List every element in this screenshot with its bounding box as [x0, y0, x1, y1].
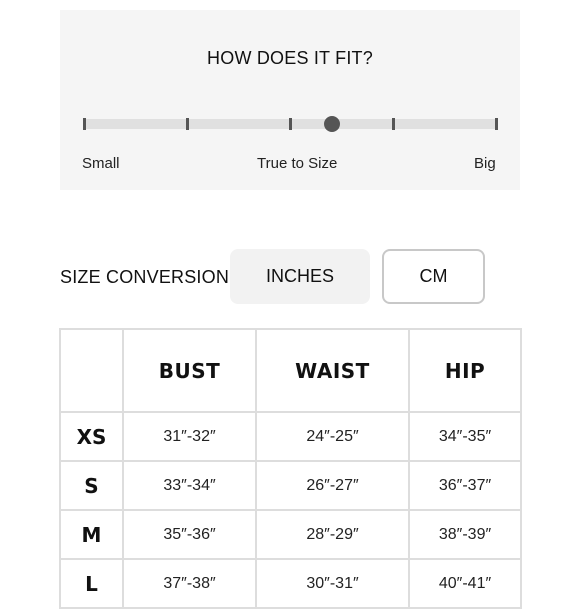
hip-cell: 38″-39″: [409, 510, 521, 559]
hip-cell: 36″-37″: [409, 461, 521, 510]
waist-cell: 28″-29″: [256, 510, 409, 559]
bust-cell: 35″-36″: [123, 510, 256, 559]
bust-cell: 31″-32″: [123, 412, 256, 461]
fit-slider-tick: [495, 118, 498, 130]
size-cell: XS: [60, 412, 123, 461]
size-cell: S: [60, 461, 123, 510]
fit-label-small: Small: [82, 155, 120, 172]
bust-cell: 33″-34″: [123, 461, 256, 510]
fit-label-true-to-size: True to Size: [257, 155, 338, 172]
fit-slider-tick: [186, 118, 189, 130]
size-cell: L: [60, 559, 123, 608]
fit-slider-tick: [392, 118, 395, 130]
fit-label-big: Big: [474, 155, 496, 172]
fit-slider-thumb[interactable]: [324, 116, 340, 132]
table-row: [60, 559, 521, 608]
fit-slider-tick: [83, 118, 86, 130]
waist-cell: 30″-31″: [256, 559, 409, 608]
hip-cell: 34″-35″: [409, 412, 521, 461]
table-row: [60, 412, 521, 461]
table-header-row: [60, 329, 521, 412]
size-cell: M: [60, 510, 123, 559]
fit-title: HOW DOES IT FIT?: [207, 48, 373, 68]
header-bust: BUST: [123, 329, 256, 412]
fit-slider-tick: [289, 118, 292, 130]
waist-cell: 24″-25″: [256, 412, 409, 461]
cm-button[interactable]: CM: [382, 249, 485, 304]
header-size: [60, 329, 123, 412]
bust-cell: 37″-38″: [123, 559, 256, 608]
table-row: [60, 510, 521, 559]
size-conversion-title: SIZE CONVERSION: [60, 267, 230, 287]
fit-card: [60, 10, 520, 190]
hip-cell: 40″-41″: [409, 559, 521, 608]
header-hip: HIP: [409, 329, 521, 412]
table-row: [60, 461, 521, 510]
inches-button[interactable]: INCHES: [230, 249, 370, 304]
size-chart-table: [59, 328, 522, 609]
header-waist: WAIST: [256, 329, 409, 412]
waist-cell: 26″-27″: [256, 461, 409, 510]
